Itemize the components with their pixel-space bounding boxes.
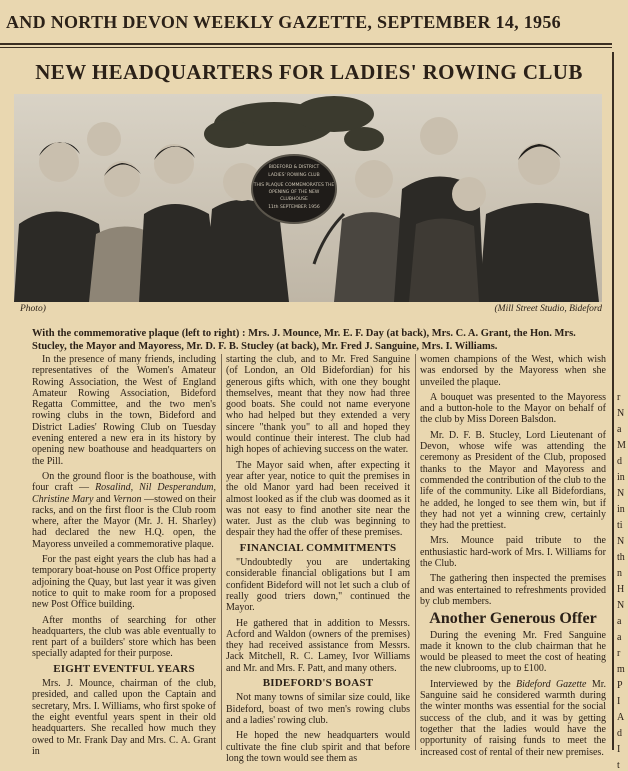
edge-fragment: N bbox=[617, 600, 625, 611]
subheading-large: Another Generous Offer bbox=[429, 610, 597, 628]
paragraph: He hoped the new headquarters would cultivate the fine club spirit and that before long the town would see them as bbox=[226, 730, 410, 764]
edge-fragment: a bbox=[617, 424, 622, 435]
article-column-2 bbox=[226, 354, 410, 764]
paragraph: women champions of the West, which wish was endorsed by the Mayoress when she unveiled the plaque. bbox=[420, 354, 606, 388]
plaque-line-6: 11th SEPTEMBER 1956 bbox=[268, 205, 320, 210]
photo-credit-left: Photo) bbox=[20, 304, 46, 314]
edge-fragment: d bbox=[617, 728, 622, 739]
edge-fragment: P bbox=[617, 680, 623, 691]
plaque-line-1: BIDEFORD & DISTRICT bbox=[268, 165, 320, 170]
paragraph: For the past eight years the club has had a temporary boat-house on Post Office property adjoining the Quay, but last year it was given notice to quit to make room for a proposed new Post Office building. bbox=[32, 554, 216, 611]
edge-fragment: ti bbox=[617, 520, 623, 531]
edge-fragment: d bbox=[617, 456, 622, 467]
edge-fragment: t bbox=[617, 760, 620, 771]
paragraph: Mr. D. F. B. Stucley, Lord Lieutenant of Devon, whose wife was attending the ceremony as President of the Club, proposed thanks to the Mayor and Mayoress and commended the contribution of the club to the life of the community. Like all Bidefordians, he added, he longed to see them win, but if they had not yet a winning crew, certainly they had the prettiest. bbox=[420, 429, 606, 532]
edge-fragment: I bbox=[617, 744, 621, 755]
edge-fragment: in bbox=[617, 504, 625, 515]
photo-caption: With the commemorative plaque (left to right) : Mrs. J. Mounce, Mr. E. F. Day (at back), Mrs. C. A. Grant, the Hon. Mrs. Stucley, the Mayor and Mayoress, Mr. D. F. B. Stucley (at back), Mr. Fred J. Sanguine, Mrs. I. Williams. bbox=[32, 328, 576, 352]
edge-fragment: a bbox=[617, 632, 622, 643]
paragraph: "Undoubtedly you are undertaking considerable financial obligations but I am confident Bideford will not let such a club of really good triers down," continued the Mayor. bbox=[226, 557, 410, 614]
plaque-line-5: CLUBHOUSE bbox=[280, 197, 308, 202]
paragraph: On the ground floor is the boathouse, with four craft — Rosalind, Nil Desperandum, Christine Mary and Vernon —stowed on their racks, and on the first floor is the Club room where, after the Mayor (Mr. J. H. Sharley) had declared the new H.Q. open, the Mayoress unveiled a commemorative plaque. bbox=[32, 470, 216, 550]
edge-fragment: th bbox=[617, 552, 625, 563]
edge-fragment: m bbox=[617, 664, 625, 675]
edge-fragment: in bbox=[617, 472, 625, 483]
paragraph: A bouquet was presented to the Mayoress and a button-hole to the Mayor on behalf of the club by Miss Doreen Balsdon. bbox=[420, 391, 606, 426]
paragraph: Not many towns of similar size could, like Bideford, boast of two men's rowing clubs and a ladies' rowing club. bbox=[226, 692, 410, 726]
article-column-3 bbox=[420, 354, 607, 758]
adjacent-column-edge bbox=[612, 52, 628, 771]
edge-fragment: N bbox=[617, 536, 625, 547]
group-photo bbox=[14, 94, 602, 302]
paragraph: In the presence of many friends, including representatives of the Women's Amateur Rowing Association, the West of England Amateur Rowing Association, Bideford Regatta Committee, and the two men's rowing clubs in the town, Bideford and District Ladies' Rowing Club on Tuesday evening entered a new era in its history by opening new boathouse and headquarters on the Pill. bbox=[32, 354, 216, 467]
column-divider bbox=[415, 354, 416, 750]
masthead: AND NORTH DEVON WEEKLY GAZETTE, SEPTEMBER 14, 1956 bbox=[6, 12, 561, 32]
edge-fragment: n bbox=[617, 568, 622, 579]
subheading: FINANCIAL COMMITMENTS bbox=[239, 541, 397, 554]
masthead-rule-thin bbox=[0, 47, 612, 48]
paragraph: starting the club, and to Mr. Fred Sanguine (of London, an Old Bidefordian) for his generous gifts which, with one they bought themselves, meant that they now had three good boats. She could not name everyone who had helped but they extended a very sincere "thank you" to all and hoped they would continue their interest. The club had high hopes of achieving success on the water. bbox=[226, 354, 410, 456]
subheading: BIDEFORD'S BOAST bbox=[262, 677, 374, 690]
paragraph: The Mayor said when, after expecting it year after year, notice to quit the premises in the old Manor yard had been received it almost looked as if the club was doomed as it was not easy to find another site near the water. Just as the club was beginning to despair they had the offer of these premises. bbox=[226, 459, 410, 539]
edge-fragment: A bbox=[617, 712, 625, 723]
paragraph: Mrs. Mounce paid tribute to the enthusiastic hard-work of Mrs. I. Williams for the Club. bbox=[420, 535, 606, 570]
headline: NEW HEADQUARTERS FOR LADIES' ROWING CLUB bbox=[35, 60, 583, 84]
edge-fragment: r bbox=[617, 648, 621, 659]
subheading: EIGHT EVENTFUL YEARS bbox=[53, 662, 195, 675]
plaque-line-4: OPENING OF THE NEW bbox=[268, 190, 320, 195]
edge-fragment: r bbox=[617, 392, 621, 403]
paragraph: He gathered that in addition to Messrs. Acford and Waldon (owners of the premises) they had received assistance from Messrs. Jack Mitchell, R. C. Lamey, Ivor Williams and Mr. and Mrs. F. Patt, and many others. bbox=[226, 617, 410, 674]
photo-credit-right: (Mill Street Studio, Bideford bbox=[494, 304, 602, 314]
paragraph: During the evening Mr. Fred Sanguine made it known to the club chairman that he would be pleased to meet the cost of heating the new clubrooms, up to £100. bbox=[420, 629, 606, 675]
edge-fragment: M bbox=[617, 440, 626, 451]
edge-fragment: N bbox=[617, 488, 625, 499]
edge-fragment: N bbox=[617, 408, 625, 419]
masthead-rule bbox=[0, 43, 612, 45]
plaque-line-2: LADIES' ROWING CLUB bbox=[268, 173, 320, 178]
paragraph: After months of searching for other headquarters, the club was able eventually to rent part of a builders' store which has been specially adapted for their purpose. bbox=[32, 614, 216, 660]
paragraph: Interviewed by the Bideford Gazette Mr. Sanguine said he considered warmth during the winter months was essential for the social success of the club, and it was by getting together that the ladies would have the opportunity of raising funds to meet the increased cost of rental of their new premises. bbox=[420, 678, 607, 758]
paragraph: Mrs. J. Mounce, chairman of the club, presided, and called upon the Captain and secretary, Mrs. I. Williams, who first spoke of the eight eventful years spent in their old headquarters. She recalled how much they owed to Mr. Frank Day and Mrs. C. A. Grant in bbox=[32, 678, 216, 757]
column-divider bbox=[221, 354, 222, 750]
paragraph: The gathering then inspected the premises and was entertained to refreshments provided by club members. bbox=[420, 573, 606, 607]
edge-fragment: a bbox=[617, 616, 622, 627]
article-column-1 bbox=[32, 354, 216, 757]
edge-fragment: I bbox=[617, 696, 621, 707]
edge-fragment: H bbox=[617, 584, 625, 595]
plaque-line-3: THIS PLAQUE COMMEMORATES THE bbox=[253, 183, 335, 188]
